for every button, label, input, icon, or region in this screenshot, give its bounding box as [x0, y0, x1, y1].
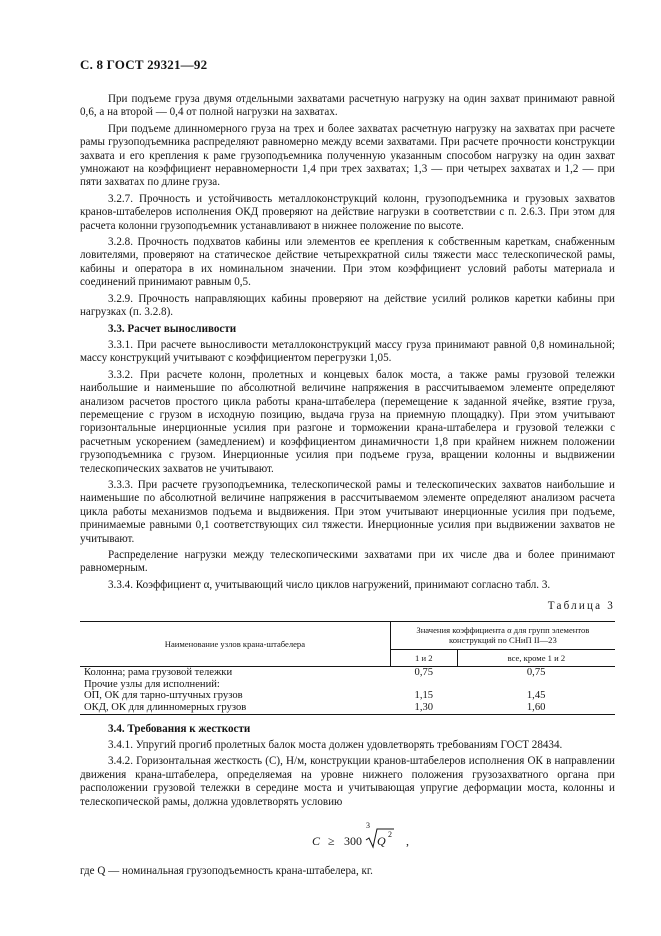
- paragraph: 3.2.8. Прочность подхватов кабины или элементов ее крепления к собственным кареткам, снабженным ловителями, проверяют на статическое действие четырехкратной силы тяжести масс телескопической рамы, кабины и оператора в их номинальном значении. При этом коэффициент условий работы материала и соединений принимают равным 0,5.: [80, 236, 615, 289]
- paragraph: 3.4.1. Упругий прогиб пролетных балок моста должен удовлетворять требованиям ГОСТ 28434.: [108, 738, 563, 751]
- table-cell: [457, 679, 615, 691]
- paragraph: При подъеме груза двумя отдельными захватами расчетную нагрузку на один захват принимают равной 0,6, а на второй — 0,4 от полной нагрузки на захватах.: [80, 93, 615, 119]
- table-cell: ОП, ОК для тарно-штучных грузов: [84, 690, 243, 702]
- table-header-name: Наименование узлов крана-штабелера: [80, 621, 390, 667]
- document-body: [80, 93, 615, 881]
- table-header-group: Значения коэффициента α для групп элементов конструкций по СНиП II—23: [390, 621, 615, 649]
- table-subheader: 1 и 2: [390, 649, 457, 667]
- table-cell: Прочие узлы для исполнений:: [84, 678, 220, 690]
- formula-coefficient: 300: [344, 833, 362, 848]
- page-header: С. 8 ГОСТ 29321—92: [80, 57, 208, 72]
- coefficient-table: [80, 621, 615, 715]
- table-row: [80, 667, 615, 679]
- formula-power: 2: [388, 829, 392, 839]
- table-caption: Таблица 3: [547, 600, 615, 613]
- paragraph: Распределение нагрузки между телескопическими захватами при их числе два и более принимают равномерным.: [80, 549, 615, 575]
- paragraph: где Q — номинальная грузоподъемность крана-штабелера, кг.: [80, 864, 373, 877]
- paragraph: При подъеме длинномерного груза на трех и более захватах расчетную нагрузку на захватах при расчете рамы грузоподъемника распределяют равномерно между всеми захватами. При расчете прочности конструкции захвата и его крепления к раме грузоподъемника полученную указанным способом нагрузку на один захват умножают на коэффициент неравномерности 1,4 при трех захватах; 1,3 — при четырех захватах и 1,2 — при пяти захватах по длине груза.: [80, 122, 615, 189]
- table-row: [80, 690, 615, 702]
- table-cell: [390, 679, 457, 691]
- formula-root-index: 3: [366, 820, 370, 830]
- table-cell: 1,45: [526, 690, 546, 702]
- paragraph: 3.2.7. Прочность и устойчивость металлоконструкций колонн, грузоподъемника и грузовых захватов кранов-штабелеров исполнения ОКД проверяют на действие нагрузки в соответствии с п. 2.6.3. При этом для расчета колонни грузоподъемник устанавливают в нижнее положение по высоте.: [80, 192, 615, 232]
- table-cell: 0,75: [526, 667, 546, 679]
- table-subheader: все, кроме 1 и 2: [457, 649, 615, 667]
- table-cell: 1,60: [526, 701, 546, 713]
- paragraph: 3.3.4. Коэффициент α, учитывающий число циклов нагружений, принимают согласно табл. 3.: [108, 578, 551, 591]
- paragraph: 3.3.1. При расчете выносливости металлоконструкций массу груза принимают равной 0,8 номинальной; массу конструкций учитывают с коэффициентом перегрузки 1,05.: [80, 338, 615, 365]
- stiffness-formula: [80, 819, 615, 855]
- section-heading: 3.4. Требования к жесткости: [108, 722, 251, 735]
- table-row: [80, 702, 615, 714]
- table-cell: 1,15: [414, 690, 434, 702]
- table-cell: 1,30: [414, 701, 434, 713]
- formula-argument: Q: [377, 833, 386, 848]
- table-cell: Колонна; рама грузовой тележки: [84, 667, 233, 679]
- paragraph: 3.3.2. При расчете колонн, пролетных и концевых балок моста, а также рамы грузовой тележки наибольшие и наименьшие по абсолютной величине напряжения в рассчитываемом элементе определяют анализом расчетов простого цикла работы крана-штабелера (перемещение к заданной ячейке, взятие груза, перемещение с грузом в исходную позицию, выдача груза на приемную площадку). При этом учитывают горизонтальные инерционные усилия при разгоне и торможении крана-штабелера и грузовой тележки с расчетным ускорением (замедлением) и коэффициентом динамичности 1,8 при крайнем нижнем положении грузоподъемника с грузом. Инерционные усилия при подъеме груза, вращении колонны и выдвижении телескопических захватов не учитывают.: [80, 368, 615, 475]
- section-heading: 3.3. Расчет выносливости: [108, 322, 237, 335]
- formula-comma: ,: [406, 833, 409, 848]
- table-cell: ОКД, ОК для длинномерных грузов: [84, 701, 247, 713]
- formula-operator: ≥: [328, 833, 335, 848]
- formula-lhs: C: [312, 833, 321, 848]
- paragraph: 3.3.3. При расчете грузоподъемника, телескопической рамы и телескопических захватов наибольшие и наименьшие по абсолютной величине напряжения в рассчитываемом элементе определяют анализом расчета цикла работы механизмов подъема и выдвижения. При этом учитывают инерционные усилия при подъеме, принимаемые равными 0,1 соответствующих сил тяжести. Инерционные усилия при выдвижении захватов не учитывают.: [80, 478, 615, 545]
- paragraph: 3.4.2. Горизонтальная жесткость (C), Н/м, конструкции кранов-штабелеров исполнения ОК в направлении движения крана-штабелера, определяемая на уровне нижнего положения грузозахватного органа при расположении грузовой тележки в середине моста и учитывающая упругие деформации моста, колонны и телескопической рамы, должна удовлетворять условию: [80, 755, 615, 808]
- table-cell: 0,75: [414, 667, 434, 679]
- table-row: [80, 679, 615, 691]
- paragraph: 3.2.9. Прочность направляющих кабины проверяют на действие усилий роликов каретки кабины при нагрузках (п. 3.2.8).: [80, 292, 615, 319]
